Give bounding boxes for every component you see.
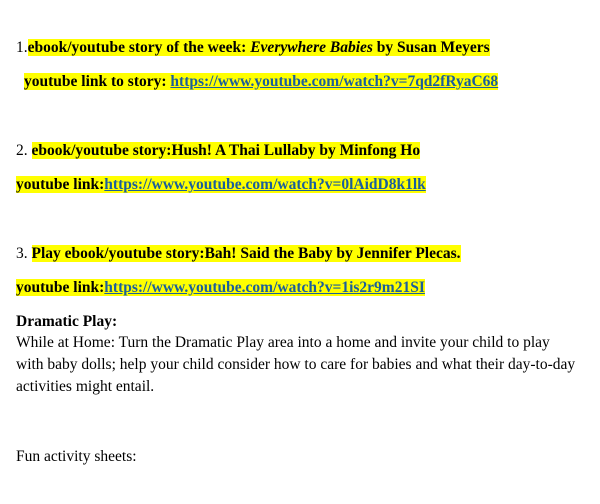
item-1-title-prefix: ebook/youtube story of the week: [27, 39, 251, 56]
item-1-link-label: youtube link to story: [24, 73, 171, 90]
item-1-title-line [16, 38, 490, 58]
item-1-link-line [24, 72, 498, 92]
item-1-book-title: Everywhere Babies [250, 39, 373, 56]
item-2-number: 2. [16, 142, 32, 159]
dramatic-play-heading: Dramatic Play: [16, 313, 118, 330]
item-3-link-label: youtube link: [16, 279, 105, 296]
item-2-title: ebook/youtube story:Hush! A Thai Lullaby by Minfong Ho [31, 142, 421, 159]
item-1-number: 1. [16, 39, 28, 56]
item-2-link-line [16, 175, 426, 195]
item-2-link-label: youtube link: [16, 176, 105, 193]
item-3-link-line [16, 278, 425, 298]
item-3-title: Play ebook/youtube story:Bah! Said the Baby by Jennifer Plecas. [31, 245, 461, 262]
item-3-number: 3. [16, 245, 32, 262]
item-2-title-line [16, 141, 420, 161]
item-3-youtube-link[interactable]: https://www.youtube.com/watch?v=1is2r9m21SI [104, 279, 425, 296]
dramatic-play-body: While at Home: Turn the Dramatic Play area into a home and invite your child to play with baby dolls; help your child consider how to care for babies and what their day-to-day activities might entail. [16, 334, 576, 395]
item-2-youtube-link[interactable]: https://www.youtube.com/watch?v=0lAidD8k1lk [104, 176, 426, 193]
item-1-title-suffix: by Susan Meyers [372, 39, 490, 56]
item-3-title-line [16, 244, 461, 264]
fun-activity-label: Fun activity sheets: [16, 448, 137, 465]
item-1-youtube-link[interactable]: https://www.youtube.com/watch?v=7qd2fRyaC68 [170, 73, 499, 90]
